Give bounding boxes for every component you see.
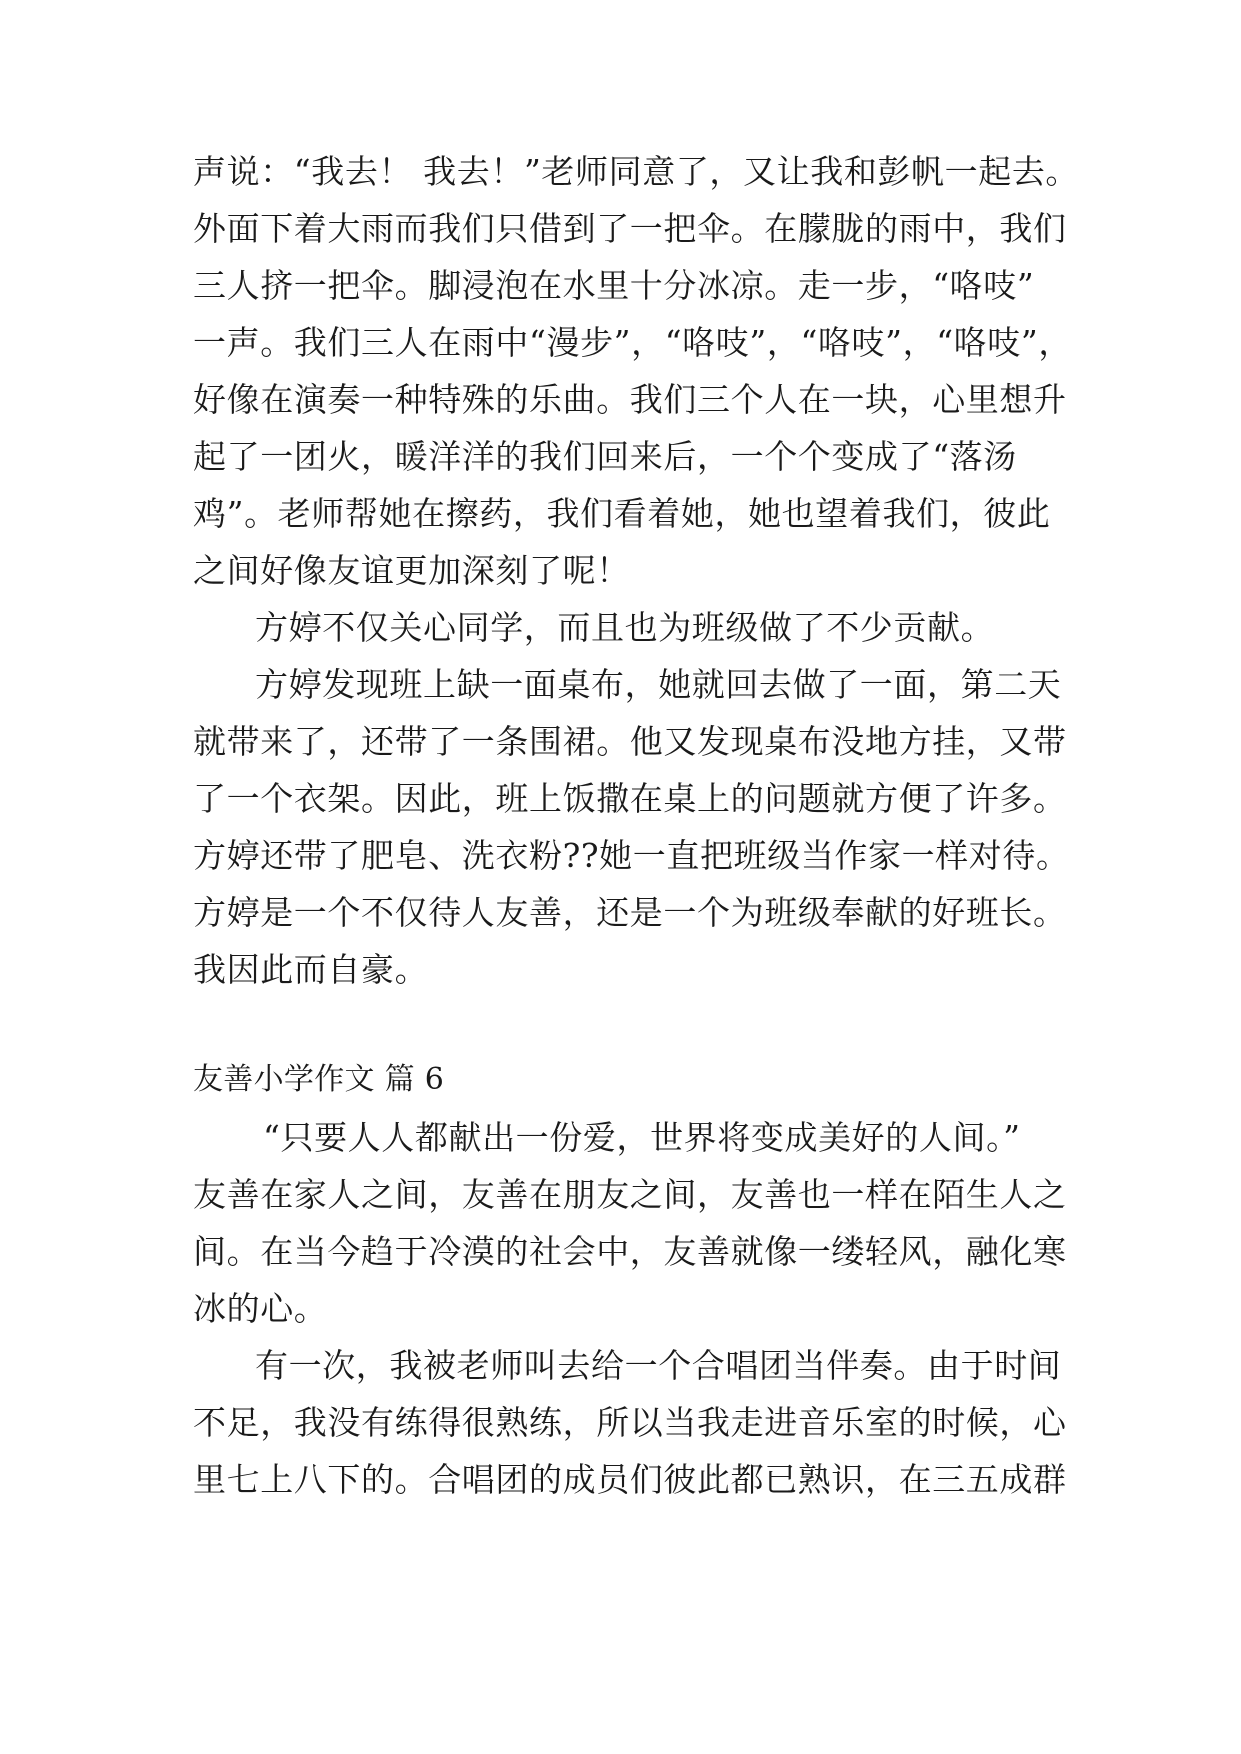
text-line: 了一个衣架。因此，班上饭撒在桌上的问题就方便了许多。 bbox=[193, 779, 1067, 818]
paragraph-first-line: 方婷不仅关心同学，而且也为班级做了不少贡献。 bbox=[255, 608, 995, 647]
text-line: 我因此而自豪。 bbox=[193, 950, 429, 989]
text-line: 好像在演奏一种特殊的乐曲。我们三个人在一块，心里想升 bbox=[193, 380, 1067, 419]
paragraph-first-line: “只要人人都献出一份爱，世界将变成美好的人间。” bbox=[263, 1118, 1021, 1157]
text-line: 之间好像友谊更加深刻了呢！ bbox=[193, 551, 630, 590]
text-line: 外面下着大雨而我们只借到了一把伞。在朦胧的雨中，我们 bbox=[193, 209, 1067, 248]
paragraph-first-line: 有一次，我被老师叫去给一个合唱团当伴奏。由于时间 bbox=[255, 1346, 1062, 1385]
text-line: 里七上八下的。合唱团的成员们彼此都已熟识，在三五成群 bbox=[193, 1460, 1067, 1499]
text-line: 间。在当今趋于冷漠的社会中，友善就像一缕轻风，融化寒 bbox=[193, 1232, 1067, 1271]
text-line: 方婷还带了肥皂、洗衣粉??她一直把班级当作家一样对待。 bbox=[193, 836, 1070, 875]
text-line: 方婷是一个不仅待人友善，还是一个为班级奉献的好班长。 bbox=[193, 893, 1067, 932]
text-line: 不足，我没有练得很熟练，所以当我走进音乐室的时候，心 bbox=[193, 1403, 1067, 1442]
text-line: 声说：“我去！ 我去！”老师同意了，又让我和彭帆一起去。 bbox=[193, 152, 1080, 191]
section-heading: 友善小学作文 篇 6 bbox=[193, 1062, 445, 1097]
text-line: 友善在家人之间，友善在朋友之间，友善也一样在陌生人之 bbox=[193, 1175, 1067, 1214]
text-line: 起了一团火，暖洋洋的我们回来后，一个个变成了“落汤 bbox=[193, 437, 1017, 476]
text-line: 就带来了，还带了一条围裙。他又发现桌布没地方挂，又带 bbox=[193, 722, 1067, 761]
paragraph-first-line: 方婷发现班上缺一面桌布，她就回去做了一面，第二天 bbox=[255, 665, 1062, 704]
text-line: 一声。我们三人在雨中“漫步”，“咯吱”，“咯吱”，“咯吱”， bbox=[193, 323, 1072, 362]
text-line: 鸡”。老师帮她在擦药，我们看着她，她也望着我们，彼此 bbox=[193, 494, 1051, 533]
text-line: 冰的心。 bbox=[193, 1289, 328, 1328]
text-line: 三人挤一把伞。脚浸泡在水里十分冰凉。走一步，“咯吱” bbox=[193, 266, 1035, 305]
